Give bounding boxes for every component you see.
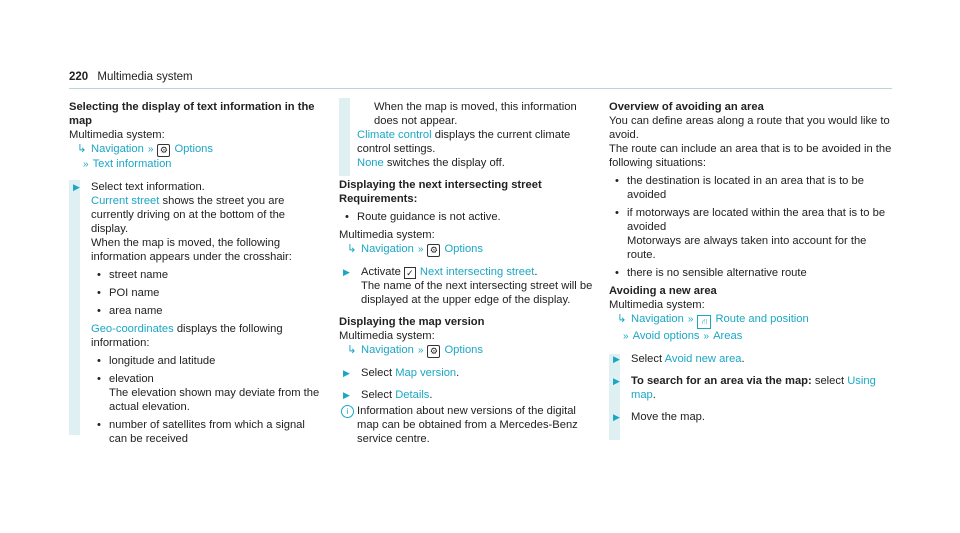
system-label: Multimedia system: xyxy=(69,129,165,141)
list-item: • street name xyxy=(91,268,324,282)
list-item: • number of satellites from which a signal can be received xyxy=(91,418,324,446)
intro-text-2: The route can include an area that is to be avoided in the following situations: xyxy=(609,143,892,169)
bullet-list-2 xyxy=(91,354,324,446)
select-text: Select xyxy=(631,353,663,365)
menu-avoid-options[interactable]: Avoid options xyxy=(632,330,700,342)
system-label: Multimedia system: xyxy=(339,330,435,342)
step-text: Select text information. xyxy=(91,181,205,193)
section-heading: Displaying the next intersecting street xyxy=(339,179,542,191)
system-label: Multimedia system: xyxy=(609,299,705,311)
menu-path-2 xyxy=(69,157,324,172)
requirements-label: Requirements: xyxy=(339,193,418,205)
activate-desc: The name of the next intersecting street will be displayed at the upper edge of the display. xyxy=(361,280,593,306)
menu-navigation[interactable]: Navigation xyxy=(361,344,414,356)
avoid-new-area-link[interactable]: Avoid new area xyxy=(664,353,742,365)
using-map-link[interactable]: Using map xyxy=(631,375,876,401)
menu-arrow-icon: ↳ xyxy=(347,344,357,356)
menu-navigation[interactable]: Navigation xyxy=(361,243,414,255)
gear-icon: ⚙ xyxy=(157,144,170,157)
double-chevron-icon: » xyxy=(703,331,710,342)
geo-desc: displays the following information: xyxy=(91,323,283,349)
step-arrow-icon: ▶ xyxy=(73,182,80,192)
step-activate: ▶ Activate ✓ Next intersecting street. The name of the next intersecting street will be displayed at the upper edge of the display. xyxy=(339,265,597,307)
list-item: • area name xyxy=(91,304,324,318)
bullet-list xyxy=(609,174,894,280)
checkbox-icon: ✓ xyxy=(404,267,416,279)
step-arrow-icon: ▶ xyxy=(343,390,350,400)
column-3 xyxy=(609,100,894,438)
search-text: select xyxy=(814,375,845,387)
geo-coordinates-link[interactable]: Geo-coordinates xyxy=(91,323,174,335)
or-text xyxy=(609,424,894,438)
bullet-list-1 xyxy=(91,268,324,318)
map-version-link[interactable]: Map version xyxy=(395,367,457,379)
list-item-text: if motorways are located within the area that is to be avoided xyxy=(627,207,886,233)
activate-text: Activate xyxy=(361,266,401,278)
step-select-details: ▶ Select Details. xyxy=(343,389,433,401)
current-street-desc: shows the street you are currently driving on at the bottom of the display. xyxy=(91,195,286,235)
step-move-map xyxy=(609,410,894,424)
menu-options[interactable]: Options xyxy=(174,143,213,155)
gear-icon: ⚙ xyxy=(427,244,440,257)
menu-text-information[interactable]: Text information xyxy=(92,158,172,170)
menu-options[interactable]: Options xyxy=(444,344,483,356)
details-link[interactable]: Details xyxy=(395,389,430,401)
moved-text: When the map is moved, the following information appears under the crosshair: xyxy=(91,237,292,263)
double-chevron-icon: » xyxy=(687,314,694,325)
double-chevron-icon: » xyxy=(147,144,154,155)
motorway-note: Motorways are always taken into account for the route. xyxy=(627,235,867,261)
menu-arrow-icon: ↳ xyxy=(347,243,357,255)
list-item-text: elevation xyxy=(109,373,154,385)
list-item: • longitude and latitude xyxy=(91,354,324,368)
info-note xyxy=(339,404,597,446)
info-icon: i xyxy=(341,405,354,418)
list-item: • the destination is located in an area that is to be avoided xyxy=(609,174,894,202)
list-item: • there is no sensible alternative route xyxy=(609,266,894,280)
menu-path-2 xyxy=(609,329,894,344)
section-heading: Avoiding a new area xyxy=(609,285,717,297)
select-text: Select xyxy=(361,367,393,379)
list-item xyxy=(91,372,324,414)
double-chevron-icon: » xyxy=(417,244,424,255)
menu-path xyxy=(609,312,894,329)
menu-path xyxy=(339,242,597,257)
list-item xyxy=(609,206,894,262)
step-band xyxy=(339,98,350,176)
climate-control-link[interactable]: Climate control xyxy=(357,129,432,141)
menu-areas[interactable]: Areas xyxy=(713,330,743,342)
column-2 xyxy=(339,100,597,446)
menu-path xyxy=(69,142,324,157)
step-arrow-icon: ▶ xyxy=(613,354,620,364)
menu-arrow-icon: ↳ xyxy=(77,143,87,155)
requirements-list xyxy=(339,210,597,224)
step-arrow-icon: ▶ xyxy=(613,412,620,422)
page-header xyxy=(69,71,193,83)
menu-path xyxy=(339,343,597,358)
route-icon: ⛙ xyxy=(697,315,711,329)
step-arrow-icon: ▶ xyxy=(343,267,350,277)
climate-desc: displays the current climate control settings. xyxy=(357,129,571,155)
double-chevron-icon: » xyxy=(83,159,89,170)
double-chevron-icon: » xyxy=(623,331,629,342)
elevation-note: The elevation shown may deviate from the actual elevation. xyxy=(109,387,320,413)
search-bold-text: To search for an area via the map: xyxy=(631,375,812,387)
menu-route-and-position[interactable]: Route and position xyxy=(715,313,809,325)
gear-icon: ⚙ xyxy=(427,345,440,358)
header-divider xyxy=(69,88,892,89)
column-1 xyxy=(69,100,324,450)
step-search-via-map: ▶ To search for an area via the map: select Using map. xyxy=(613,375,876,401)
step-select-text xyxy=(69,180,324,446)
none-desc: switches the display off. xyxy=(386,157,505,169)
select-text: Select xyxy=(361,389,393,401)
section-heading: Overview of avoiding an area xyxy=(609,101,764,113)
menu-options[interactable]: Options xyxy=(444,243,483,255)
list-item: • Route guidance is not active. xyxy=(339,210,597,224)
intro-text: You can define areas along a route that you would like to avoid. xyxy=(609,115,890,141)
current-street-link[interactable]: Current street xyxy=(91,195,160,207)
page-header-title: Multimedia system xyxy=(97,71,193,83)
double-chevron-icon: » xyxy=(417,345,424,356)
step-arrow-icon: ▶ xyxy=(343,368,350,378)
step-arrow-icon: ▶ xyxy=(613,376,620,386)
menu-arrow-icon: ↳ xyxy=(617,313,627,325)
page-number: 220 xyxy=(69,71,89,83)
menu-navigation[interactable]: Navigation xyxy=(91,143,144,155)
system-label: Multimedia system: xyxy=(339,229,435,241)
info-text: Information about new versions of the digital map can be obtained from a Mercedes-Benz service centre. xyxy=(357,405,578,445)
section-heading: Selecting the display of text information in the map xyxy=(69,101,315,127)
list-item: • POI name xyxy=(91,286,324,300)
moved-note: When the map is moved, this information does not appear. xyxy=(374,101,577,127)
none-link[interactable]: None xyxy=(357,157,384,169)
step-select-map-version: ▶ Select Map version. xyxy=(343,367,460,379)
menu-navigation[interactable]: Navigation xyxy=(631,313,684,325)
move-text: Move the map. xyxy=(631,411,705,423)
step-select-avoid-new-area: ▶ Select Avoid new area. xyxy=(613,353,745,365)
section-heading: Displaying the map version xyxy=(339,316,485,328)
next-intersecting-street-link[interactable]: Next intersecting street xyxy=(419,266,535,278)
